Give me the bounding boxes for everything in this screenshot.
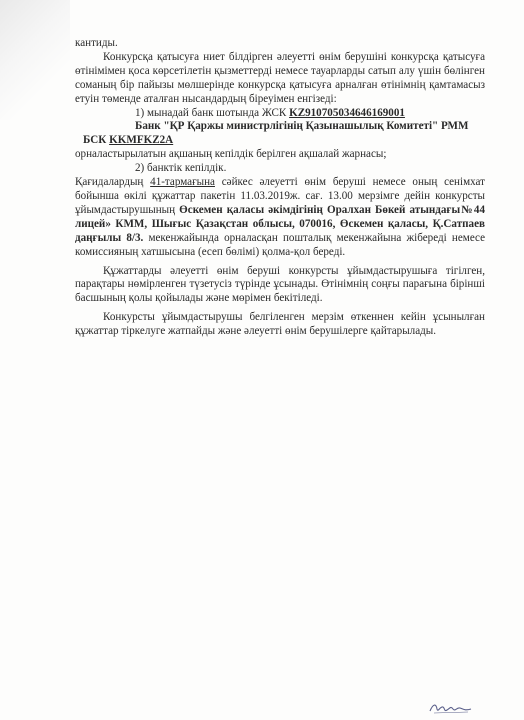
handwritten-signature	[428, 700, 473, 716]
submission-text-end: мекенжайында орналасқан пошталық мекенжайына жібереді немесе комиссияның хатшысына (есеп бөлімі) қолма-қол береді.	[75, 231, 485, 258]
scan-corner-shadow	[0, 0, 70, 120]
paragraph-document-format: Құжаттарды әлеуетті өнім беруші конкурсты ұйымдастырушыға тігілген, парақтары нөмірленген түзетусіз түрінде ұсынады. Өтінімнің соңғы парағына бірінші басшының қолы қойылады және мөрімен бекітіледі.	[75, 264, 485, 305]
organizer-address: Өскемен қаласы әкімдігінің Оралхан Бөкей атындағы№44 лицей» КММ, Шығыс Қазақстан облысы, 070016, Өскемен қаласы, Қ.Сатпаев даңғылы 8/3.	[75, 203, 486, 244]
bic-value: KKMFKZ2A	[109, 134, 174, 147]
submission-text-mid: сәйкес әлеуетті өнім беруші немесе оның сенімхат бойынша өкілі құжаттар пакетін 11.03.2019ж. сағ. 13.00 мерзімге дейін конкурсты ұйымдастырушының	[75, 176, 485, 216]
list-item-bank-guarantee: 2) банктік кепілдік.	[135, 162, 227, 175]
paragraph-deposit: орналастырылатын ақшаның кепілдік берілген ақшалай жарнасы;	[75, 148, 387, 161]
paragraph-late-submission: Конкурсты ұйымдастырушы белгіленген мерзім өткеннен кейін ұсынылған құжаттар тіркелуге жатпайды және әлеуетті өнім берушілерге қайтарылады.	[75, 311, 485, 338]
paragraph-continuation: кантиды.	[75, 37, 118, 49]
submission-text-start: Қағидалардың	[75, 176, 151, 189]
paragraph-submission	[75, 176, 485, 259]
bic-line	[75, 134, 485, 148]
list-item-bank-account	[75, 107, 485, 121]
document-body	[75, 37, 485, 339]
bic-label: БСК	[83, 134, 110, 147]
iban-value: KZ910705034646169001	[289, 106, 405, 119]
bank-account-label: 1) мынадай банк шотында ЖСК	[135, 106, 290, 119]
rules-clause-link: 41-тармағына	[150, 176, 215, 189]
paragraph-application-security: Конкурсқа қатысуға ниет білдірген әлеуетті өнім берушіні конкурсқа қатысуға өтінімімен қоса көрсетілетін қызметтерді немесе тауарларды сатып алу үшін бөлінген соманың бір пайызы мөлшерінде конкурсқа қатысуға арналған өтінімнің қамтамасыз етуін төменде аталған нысандардың біреуімен енгізеді:	[75, 50, 485, 105]
bank-name: Банк "ҚР Қаржы министрлігінің Қазынашылық Комитеті" РММ	[135, 120, 469, 133]
